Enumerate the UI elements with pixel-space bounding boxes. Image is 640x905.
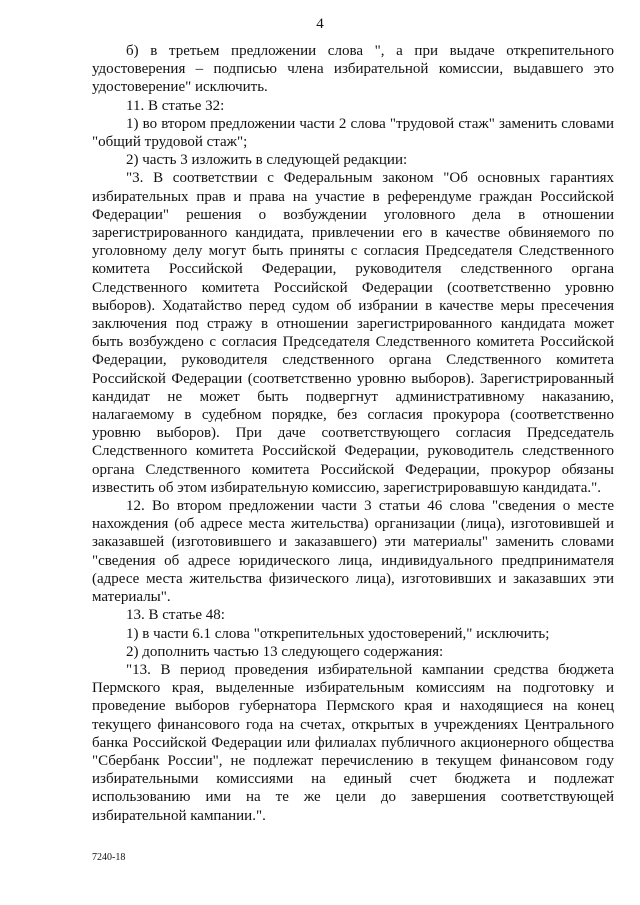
paragraph: 2) дополнить частью 13 следующего содержания: [126, 643, 444, 660]
footer-code: 7240-18 [92, 852, 126, 863]
paragraph: "3. В соответствии с Федеральным законом "Об основных гарантиях избирательных прав и права на участие в референдуме граждан Российской Федерации" решения о возбуждении уголовного дела в отношении зарегистрированного кандидата, привлечении его в качестве обвиняемого по уголовному делу могут быть приняты с согласия Председателя Следственного комитета Российской Федерации, руководителя следственного органа Следственного комитета Российской Федерации (соответственно уровню выборов). Ходатайство перед судом об избрании в качестве меры пресечения заключения под стражу в отношении зарегистрированного кандидата может быть возбуждено с согласия Председателя Следственного комитета Российской Федерации, руководителя следственного органа Следственного комитета Российской Федерации (соответственно уровню выборов). Зарегистрированный кандидат не может быть подвергнут административному наказанию, налагаемому в судебном порядке, без согласия прокурора (соответственно уровню выборов). При даче соответствующего согласия Председатель Следственного комитета Российской Федерации, руководитель следственного органа Следственного комитета Российской Федерации, прокурор обязаны известить об этом избирательную комиссию, зарегистрировавшую кандидата.". [92, 170, 614, 496]
paragraph: 11. В статье 32: [126, 97, 225, 114]
paragraph: 13. В статье 48: [126, 607, 225, 624]
page-number: 4 [316, 16, 324, 32]
paragraph: 1) в части 6.1 слова "открепительных удостоверений," исключить; [126, 625, 550, 642]
document-body [92, 42, 614, 825]
paragraph: 12. Во втором предложении части 3 статьи 46 слова "сведения о месте нахождения (об адресе места жительства) организации (лица), изготовившей и заказавшей (изготовившего и заказавшего) эти материалы" заменить словами "сведения об адресе юридического лица, индивидуального предпринимателя (адресе места жительства физического лица), изготовивших и заказавших эти материалы". [92, 498, 614, 606]
paragraph: "13. В период проведения избирательной кампании средства бюджета Пермского края, выделенные избирательным комиссиям на подготовку и проведение выборов губернатора Пермского края и находящиеся на конец текущего финансового года на счетах, открытых в учреждениях Центрального банка Российской Федерации или филиалах публичного акционерного общества "Сбербанк России", не подлежат перечислению в текущем финансовом году избирательными комиссиями на единый счет бюджета и подлежат использованию ими на те же цели до завершения соответствующей избирательной кампании.". [92, 661, 614, 824]
paragraph: 2) часть 3 изложить в следующей редакции: [126, 152, 408, 169]
paragraph: 1) во втором предложении части 2 слова "трудовой стаж" заменить словами "общий трудовой стаж"; [92, 115, 614, 151]
paragraph: б) в третьем предложении слова ", а при выдаче открепительного удостоверения – подписью члена избирательной комиссии, выдавшего это удостоверение" исключить. [92, 43, 614, 96]
